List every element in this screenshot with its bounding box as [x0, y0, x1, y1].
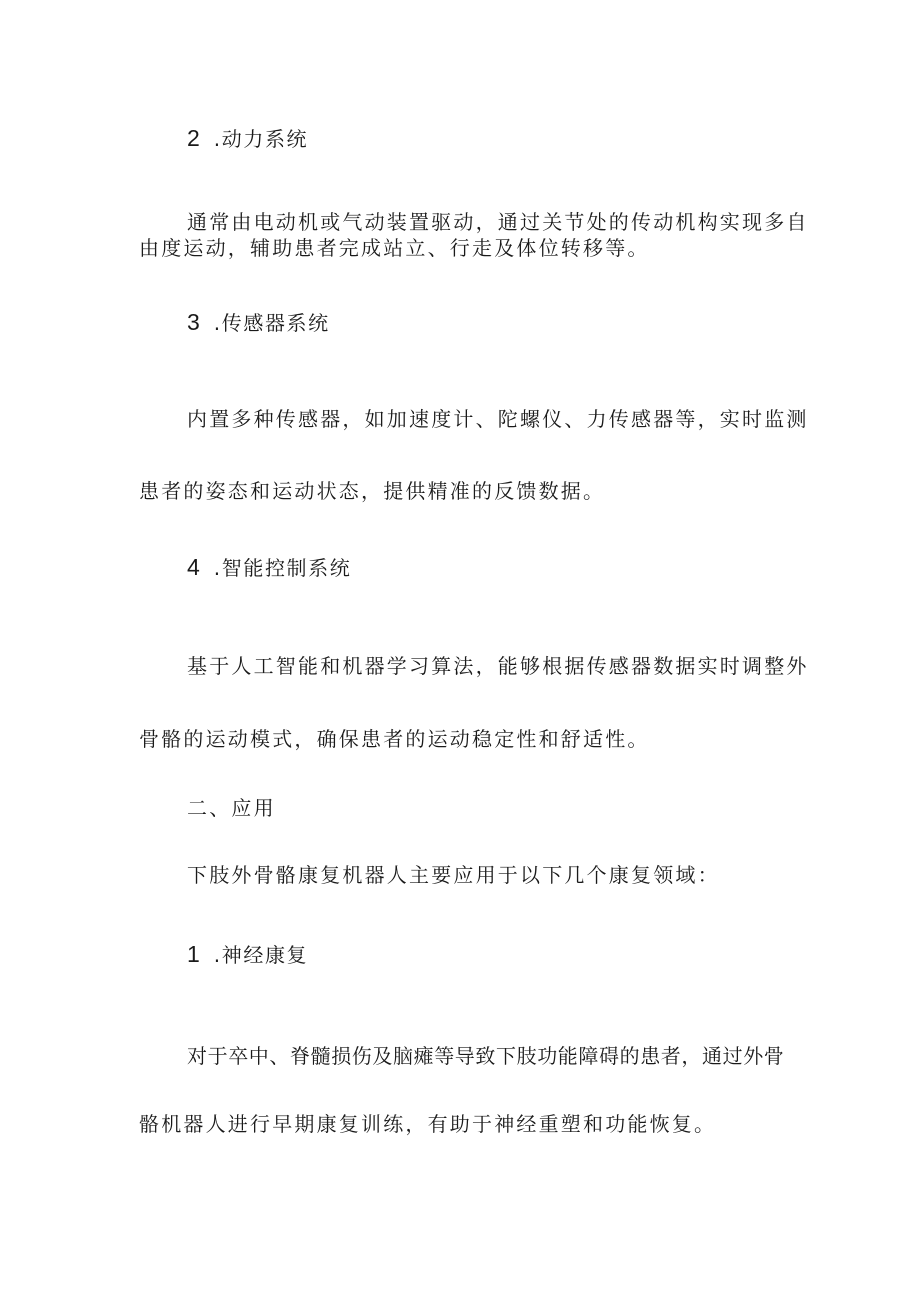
app-1-heading — [187, 940, 308, 969]
section-3-title: .传感器系统 — [213, 311, 330, 335]
section-2-body-line-1: 通常由电动机或气动装置驱动，通过关节处的传动机构实现多自 — [187, 210, 809, 234]
app-1-number: 1 — [187, 941, 200, 967]
app-1-body-line-2: 骼机器人进行早期康复训练，有助于神经重塑和功能恢复。 — [139, 1112, 717, 1136]
section-4-number: 4 — [187, 554, 200, 580]
section-4-body-line-2: 骨骼的运动模式，确保患者的运动稳定性和舒适性。 — [139, 727, 650, 751]
section-3-number: 3 — [187, 309, 200, 335]
section-4-title: .智能控制系统 — [213, 556, 352, 580]
section-3-body-line-2: 患者的姿态和运动状态，提供精准的反馈数据。 — [139, 479, 606, 503]
part-2-heading: 二、应用 — [187, 796, 276, 820]
section-4-body-line-1: 基于人工智能和机器学习算法，能够根据传感器数据实时调整外 — [187, 654, 809, 678]
section-3-body-line-1: 内置多种传感器，如加速度计、陀螺仪、力传感器等，实时监测 — [187, 407, 809, 431]
section-2-number: 2 — [187, 125, 200, 151]
section-2-body-line-2: 由度运动，辅助患者完成站立、行走及体位转移等。 — [139, 236, 650, 260]
section-2-title: .动力系统 — [213, 127, 309, 151]
section-4-heading — [187, 553, 351, 582]
section-3-heading — [187, 308, 330, 337]
app-1-title: .神经康复 — [213, 943, 309, 967]
app-1-body-line-1: 对于卒中、脊髓损伤及脑瘫等导致下肢功能障碍的患者，通过外骨 — [187, 1044, 785, 1068]
part-2-intro: 下肢外骨骼康复机器人主要应用于以下几个康复领域： — [187, 863, 720, 887]
section-2-heading — [187, 124, 308, 153]
